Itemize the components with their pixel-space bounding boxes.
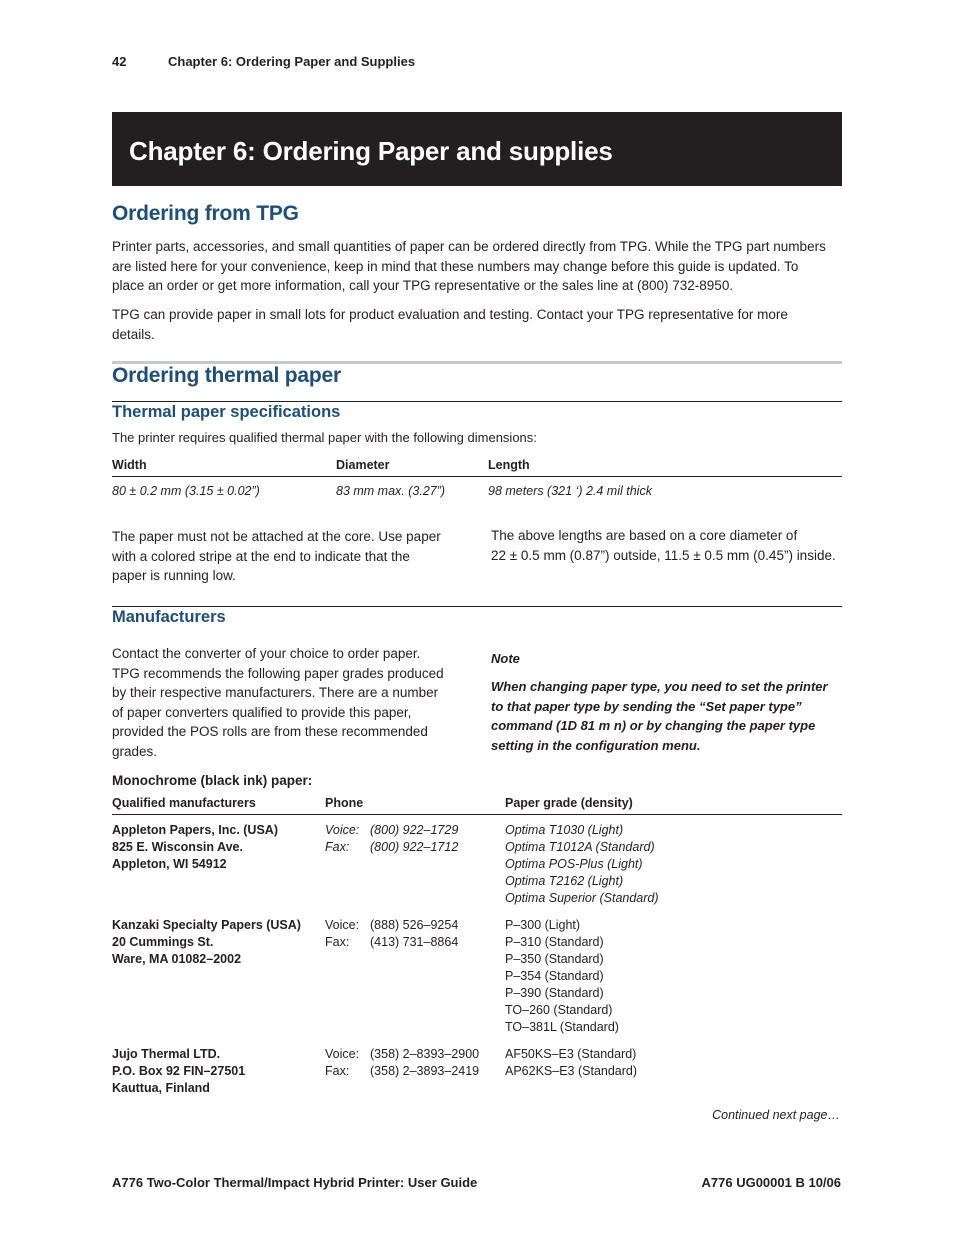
- core-diameter-note: [491, 526, 842, 565]
- text-line: provided the POS rolls are from these recommended: [112, 724, 428, 739]
- text-line: Optima T2162 (Light): [505, 874, 624, 888]
- text-line: Ware, MA 01082–2002: [112, 952, 242, 966]
- spec-header-length: Length: [488, 458, 530, 472]
- text-line: P–354 (Standard): [505, 969, 604, 983]
- text-line: Jujo Thermal LTD.: [112, 1047, 221, 1061]
- footer-title: A776 Two-Color Thermal/Impact Hybrid Printer: User Guide: [112, 1175, 478, 1190]
- table-row-address: [112, 1046, 245, 1097]
- table-row-address: [112, 822, 278, 873]
- table-row-grades: [505, 822, 659, 907]
- text-line: Optima Superior (Standard): [505, 891, 659, 905]
- phone-fax: [325, 934, 458, 951]
- chapter-title: Chapter 6: Ordering Paper and supplies: [129, 136, 613, 166]
- note-heading: Note: [491, 651, 520, 666]
- section-rule: [112, 606, 842, 607]
- phone-voice: [325, 1046, 479, 1063]
- text-line: by their respective manufacturers. There are a number: [112, 685, 439, 700]
- text-line: place an order or get more information, call your TPG representative or the sales line at (800) 732-8950.: [112, 278, 734, 293]
- text-line: TO–260 (Standard): [505, 1003, 613, 1017]
- phone-label: Fax:: [325, 1064, 350, 1078]
- text-line: are listed here for your convenience, keep in mind that these numbers may change before this guide is updated. To: [112, 258, 799, 274]
- phone-number: (800) 922–1729: [370, 823, 459, 837]
- table-row-grades: [505, 1046, 637, 1080]
- text-line: AF50KS–E3 (Standard): [505, 1047, 637, 1061]
- manufacturers-intro: [112, 644, 472, 761]
- continued-note: Continued next page…: [712, 1108, 840, 1122]
- text-line: Contact the converter of your choice to order paper.: [112, 646, 421, 661]
- mfr-header-grade: Paper grade (density): [505, 796, 633, 810]
- phone-number: (358) 2–8393–2900: [370, 1047, 480, 1061]
- spec-header-diameter: Diameter: [336, 458, 390, 472]
- phone-fax: [325, 839, 458, 856]
- manufacturers-title: Manufacturers: [112, 608, 226, 626]
- text-line: Optima T1030 (Light): [505, 823, 624, 837]
- text-line: grades.: [112, 743, 158, 759]
- phone-label: Fax:: [325, 935, 350, 949]
- text-line: TPG can provide paper in small lots for product evaluation and testing. Contact your TPG representative for more: [112, 307, 788, 322]
- text-line: 825 E. Wisconsin Ave.: [112, 840, 243, 854]
- footer-doc-id: A776 UG00001 B 10/06: [701, 1175, 841, 1190]
- text-line: The above lengths are based on a core diameter of: [491, 528, 798, 543]
- table-row-phones: [325, 917, 458, 951]
- table-row-address: [112, 917, 301, 968]
- text-line: P.O. Box 92 FIN–27501: [112, 1064, 246, 1078]
- running-title: Chapter 6: Ordering Paper and Supplies: [168, 54, 416, 69]
- table-row-phones: [325, 1046, 479, 1080]
- text-line: When changing paper type, you need to set the printer: [491, 679, 828, 694]
- phone-voice: [325, 917, 458, 934]
- section-title-tpg: Ordering from TPG: [112, 202, 299, 225]
- phone-label: Fax:: [325, 840, 350, 854]
- text-line: P–390 (Standard): [505, 986, 604, 1000]
- table-rule: [112, 814, 842, 815]
- core-note: [112, 527, 472, 586]
- page-number: 42: [112, 54, 127, 69]
- phone-number: (800) 922–1712: [370, 840, 459, 854]
- text-line: AP62KS–E3 (Standard): [505, 1064, 638, 1078]
- text-line: Printer parts, accessories, and small quantities of paper can be ordered directly from TPG. While the TPG part numbers: [112, 239, 826, 254]
- tpg-paragraph-1: [112, 237, 842, 296]
- phone-number: (888) 526–9254: [370, 918, 459, 932]
- text-line: command (1D 81 m n) or by changing the paper type: [491, 718, 816, 733]
- specs-title: Thermal paper specifications: [112, 403, 341, 421]
- monochrome-subheading: Monochrome (black ink) paper:: [112, 773, 313, 788]
- text-line: Optima POS-Plus (Light): [505, 857, 643, 871]
- tpg-paragraph-2: [112, 305, 842, 344]
- specs-intro: The printer requires qualified thermal paper with the following dimensions:: [112, 430, 537, 445]
- text-line: Kauttua, Finland: [112, 1081, 210, 1095]
- text-line: to that paper type by sending the “Set paper type”: [491, 698, 802, 714]
- text-line: paper is running low.: [112, 568, 236, 583]
- phone-number: (413) 731–8864: [370, 935, 459, 949]
- mfr-header-phone: Phone: [325, 796, 364, 810]
- section-rule: [112, 401, 842, 402]
- section-title-thermal: Ordering thermal paper: [112, 364, 341, 387]
- text-line: Optima T1012A (Standard): [505, 840, 655, 854]
- phone-label: Voice:: [325, 823, 360, 837]
- text-line: setting in the configuration menu.: [491, 737, 701, 753]
- text-line: Appleton, WI 54912: [112, 857, 227, 871]
- table-rule: [112, 476, 842, 477]
- text-line: TO–381L (Standard): [505, 1020, 619, 1034]
- text-line: P–350 (Standard): [505, 952, 604, 966]
- phone-voice: [325, 822, 458, 839]
- text-line: with a colored stripe at the end to indicate that the: [112, 548, 410, 564]
- spec-cell-length: 98 meters (321 ‘) 2.4 mil thick: [488, 484, 652, 498]
- phone-fax: [325, 1063, 479, 1080]
- mfr-header-manufacturers: Qualified manufacturers: [112, 796, 256, 810]
- text-line: 22 ± 0.5 mm (0.87”) outside, 11.5 ± 0.5 mm (0.45”) inside.: [491, 547, 836, 563]
- text-line: 20 Cummings St.: [112, 935, 214, 949]
- phone-label: Voice:: [325, 918, 360, 932]
- text-line: P–300 (Light): [505, 918, 581, 932]
- text-line: Kanzaki Specialty Papers (USA): [112, 918, 301, 932]
- phone-number: (358) 2–3893–2419: [370, 1064, 480, 1078]
- spec-cell-width: 80 ± 0.2 mm (3.15 ± 0.02”): [112, 484, 260, 498]
- spec-cell-diameter: 83 mm max. (3.27”): [336, 484, 446, 498]
- text-line: TPG recommends the following paper grades produced: [112, 665, 444, 681]
- text-line: details.: [112, 326, 155, 342]
- text-line: Appleton Papers, Inc. (USA): [112, 823, 278, 837]
- phone-label: Voice:: [325, 1047, 360, 1061]
- note-body: [491, 677, 842, 755]
- spec-header-width: Width: [112, 458, 147, 472]
- text-line: of paper converters qualified to provide this paper,: [112, 704, 412, 720]
- text-line: P–310 (Standard): [505, 935, 604, 949]
- table-row-grades: [505, 917, 619, 1036]
- text-line: The paper must not be attached at the core. Use paper: [112, 529, 441, 544]
- table-row-phones: [325, 822, 458, 856]
